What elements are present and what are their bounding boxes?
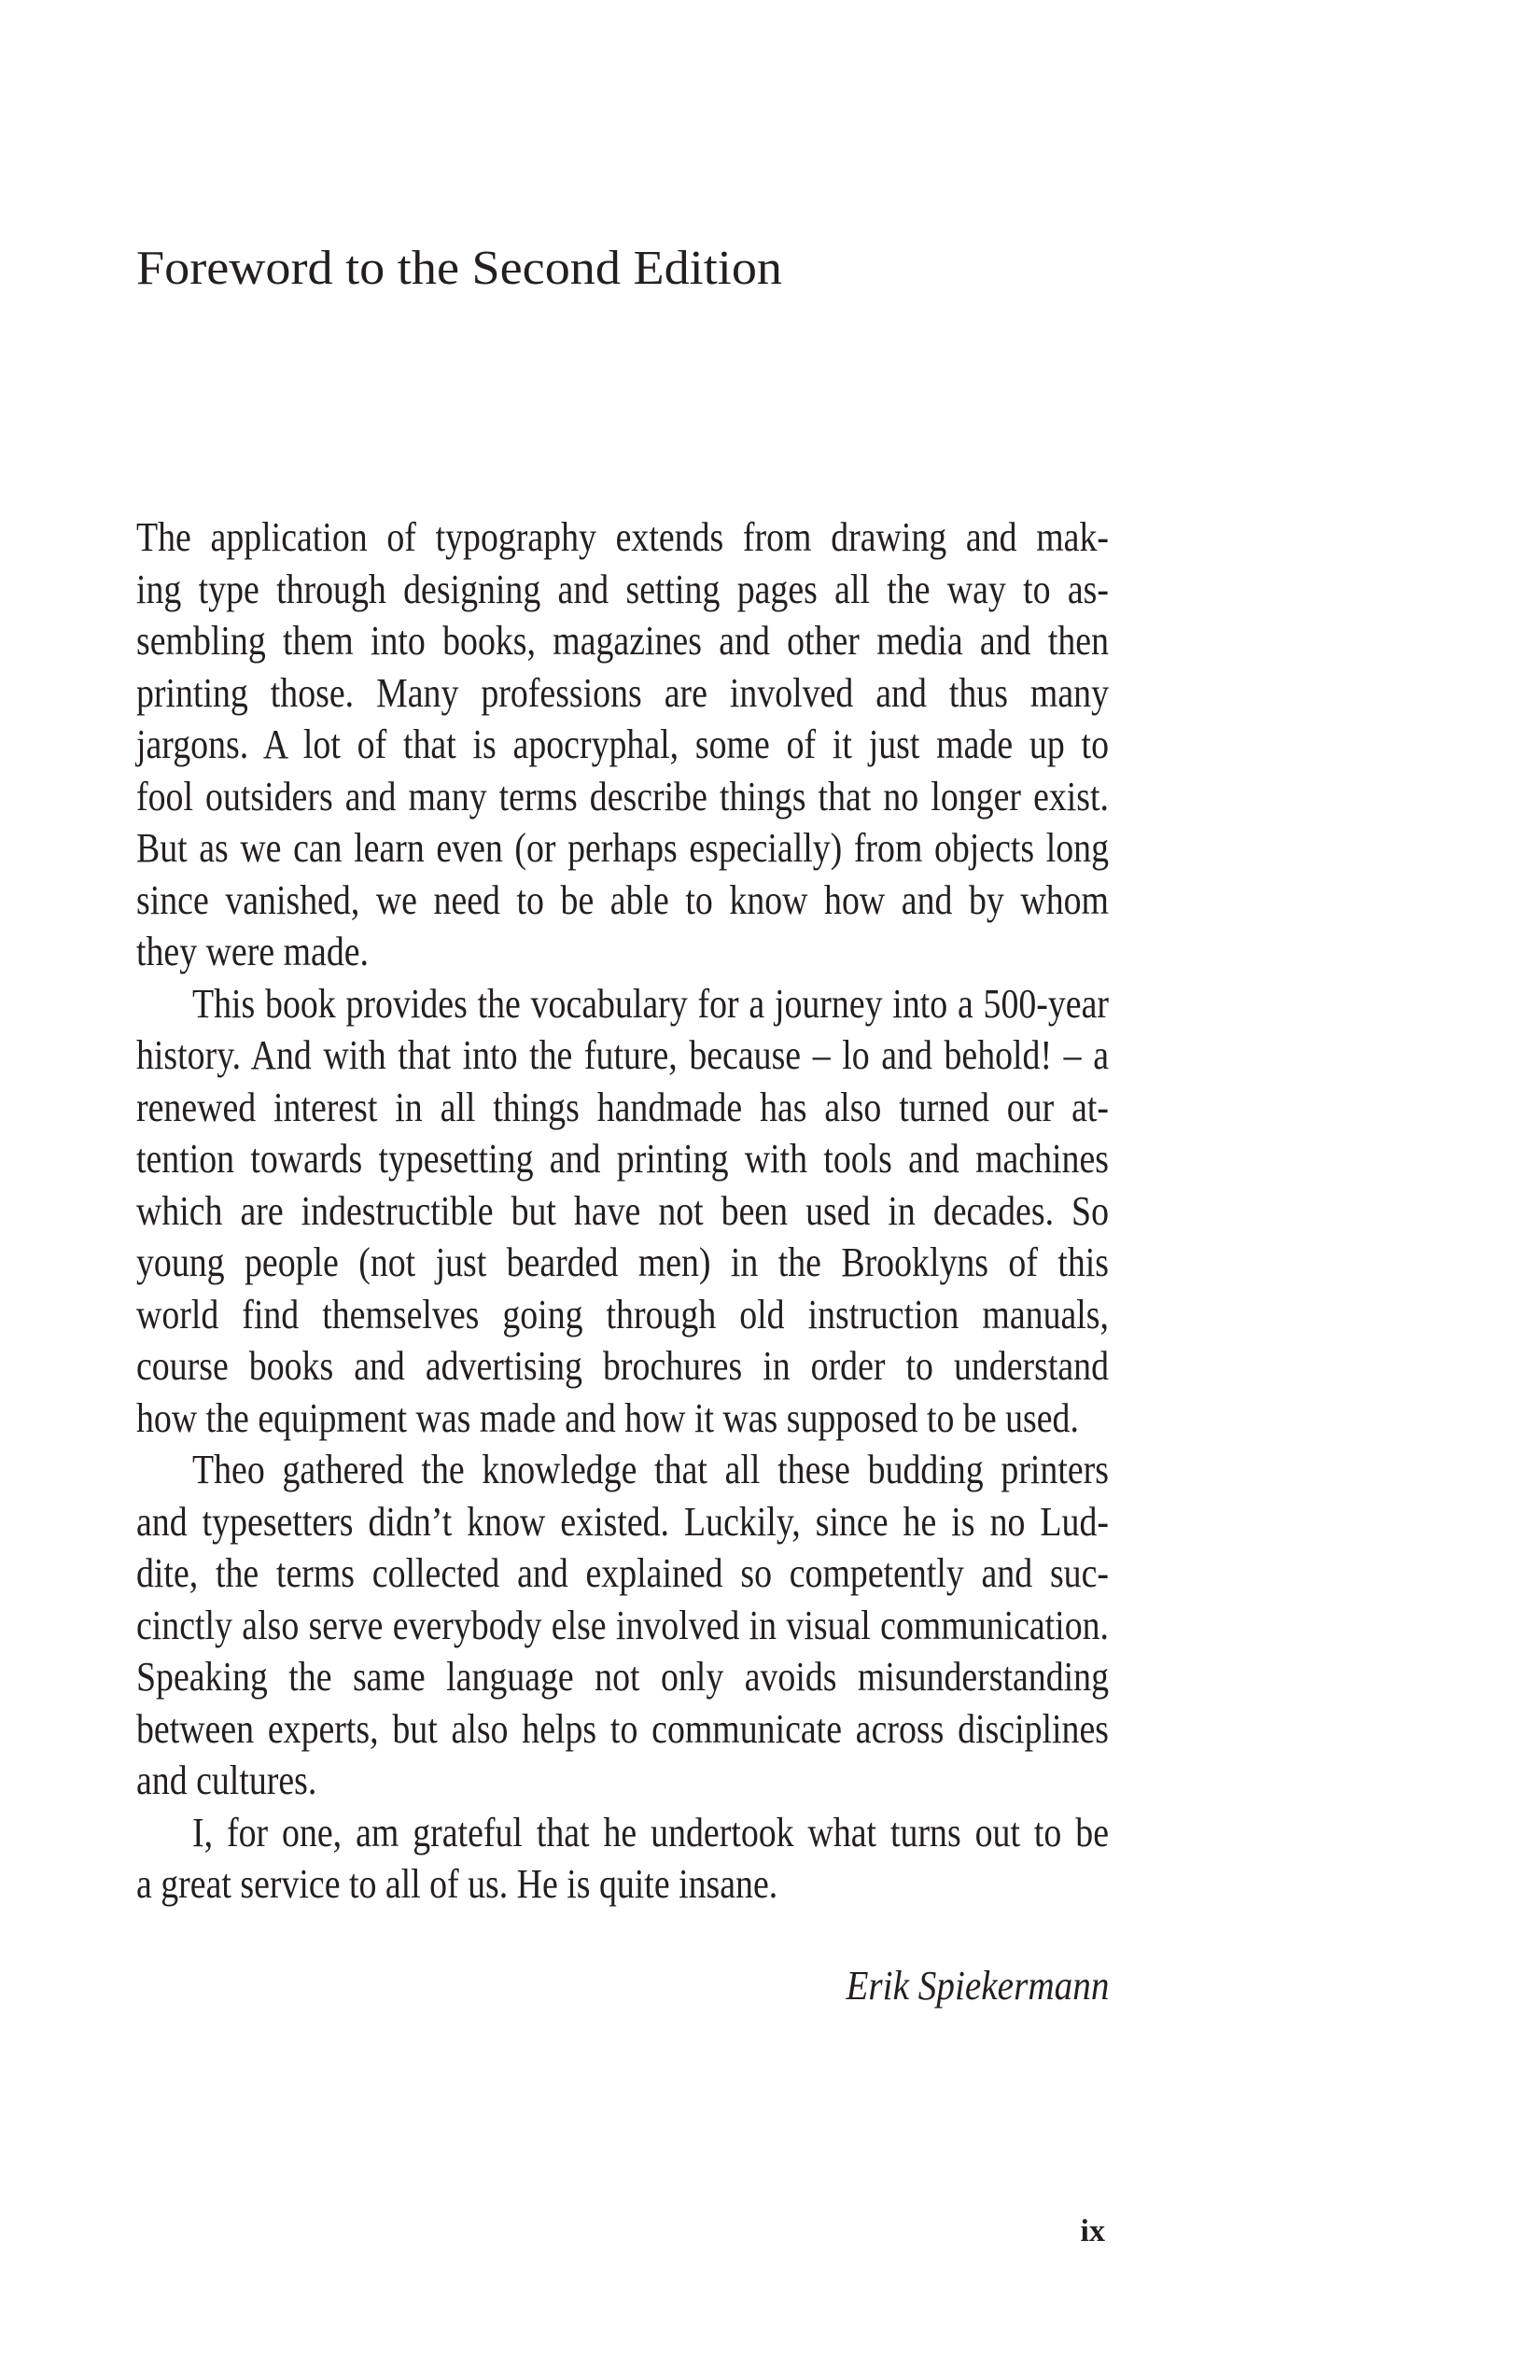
text-line [136,1807,1109,1859]
text-line [136,1651,1109,1703]
text-line-content: renewed interest in all things handmade has also turned our at- [136,1084,1109,1130]
text-line-content: dite, the terms collected and explained so competently and suc- [136,1550,1109,1596]
text-line [136,1547,1109,1600]
paragraph [136,1444,1109,1807]
text-line-content: and cultures. [136,1757,317,1803]
text-line-content: history. And with that into the future, because – lo and behold! – a [136,1032,1109,1078]
text-line [136,978,1109,1030]
text-line [136,1496,1109,1548]
text-line [136,1185,1109,1238]
paragraph [136,1807,1109,1911]
text-line [136,1858,1109,1911]
text-line [136,1703,1109,1756]
text-line [136,564,1109,616]
text-line [136,875,1109,927]
text-line-content: and typesetters didn’t know existed. Luckily, since he is no Lud- [136,1498,1109,1545]
text-line-content: ing type through designing and setting pages all the way to as- [136,566,1109,612]
text-line-content: jargons. A lot of that is apocryphal, some of it just made up to [136,721,1109,767]
text-line-content: The application of typography extends from drawing and mak- [136,514,1109,560]
text-line [136,822,1109,875]
text-line [136,667,1109,720]
text-line [136,1133,1109,1185]
text-line-content: sembling them into books, magazines and other media and then [136,618,1109,664]
text-line [136,771,1109,823]
paragraph [136,978,1109,1445]
text-line [136,1393,1109,1445]
text-line [136,1444,1109,1496]
text-line-content: But as we can learn even (or perhaps especially) from objects long [136,825,1109,871]
text-line-content: I, for one, am grateful that he undertook what turns out to be [192,1809,1109,1855]
foreword-body [136,511,1109,1911]
text-line-content: since vanished, we need to be able to know how and by whom [136,876,1109,923]
text-line-content: This book provides the vocabulary for a journey into a 500-year [192,980,1109,1027]
text-line-content: between experts, but also helps to communicate across disciplines [136,1705,1109,1752]
text-line-content: cinctly also serve everybody else involved in visual communication. [136,1602,1109,1648]
text-line-content: fool outsiders and many terms describe things that no longer exist. [136,773,1109,819]
author-signature: Erik Spiekermann [846,1963,1109,2009]
text-line-content: world find themselves going through old instruction manuals, [136,1291,1109,1337]
text-line-content: Speaking the same language not only avoids misunderstanding [136,1654,1109,1700]
text-line [136,1082,1109,1134]
text-line [136,1289,1109,1341]
text-line-content: a great service to all of us. He is quite insane. [136,1861,778,1907]
text-line [136,1237,1109,1289]
text-line [136,926,1109,978]
page-number: ix [1080,2214,1105,2248]
text-line-content: printing those. Many professions are involved and thus many [136,669,1109,716]
text-line-content: they were made. [136,929,369,974]
text-line-content: course books and advertising brochures in order to understand [136,1343,1109,1389]
text-line-content: Theo gathered the knowledge that all these budding printers [192,1447,1109,1492]
paragraph [136,511,1109,978]
text-line-content: young people (not just bearded men) in the Brooklyns of this [136,1239,1109,1285]
text-line [136,719,1109,771]
text-line [136,615,1109,667]
text-line-content: tention towards typesetting and printing with tools and machines [136,1136,1109,1182]
text-line [136,1755,1109,1807]
text-line [136,1029,1109,1082]
text-line-content: which are indestructible but have not been used in decades. So [136,1187,1109,1234]
text-line [136,1340,1109,1393]
chapter-title: Foreword to the Second Edition [136,242,782,295]
text-line [136,511,1109,564]
text-line [136,1600,1109,1652]
text-line-content: how the equipment was made and how it was supposed to be used. [136,1394,1079,1441]
